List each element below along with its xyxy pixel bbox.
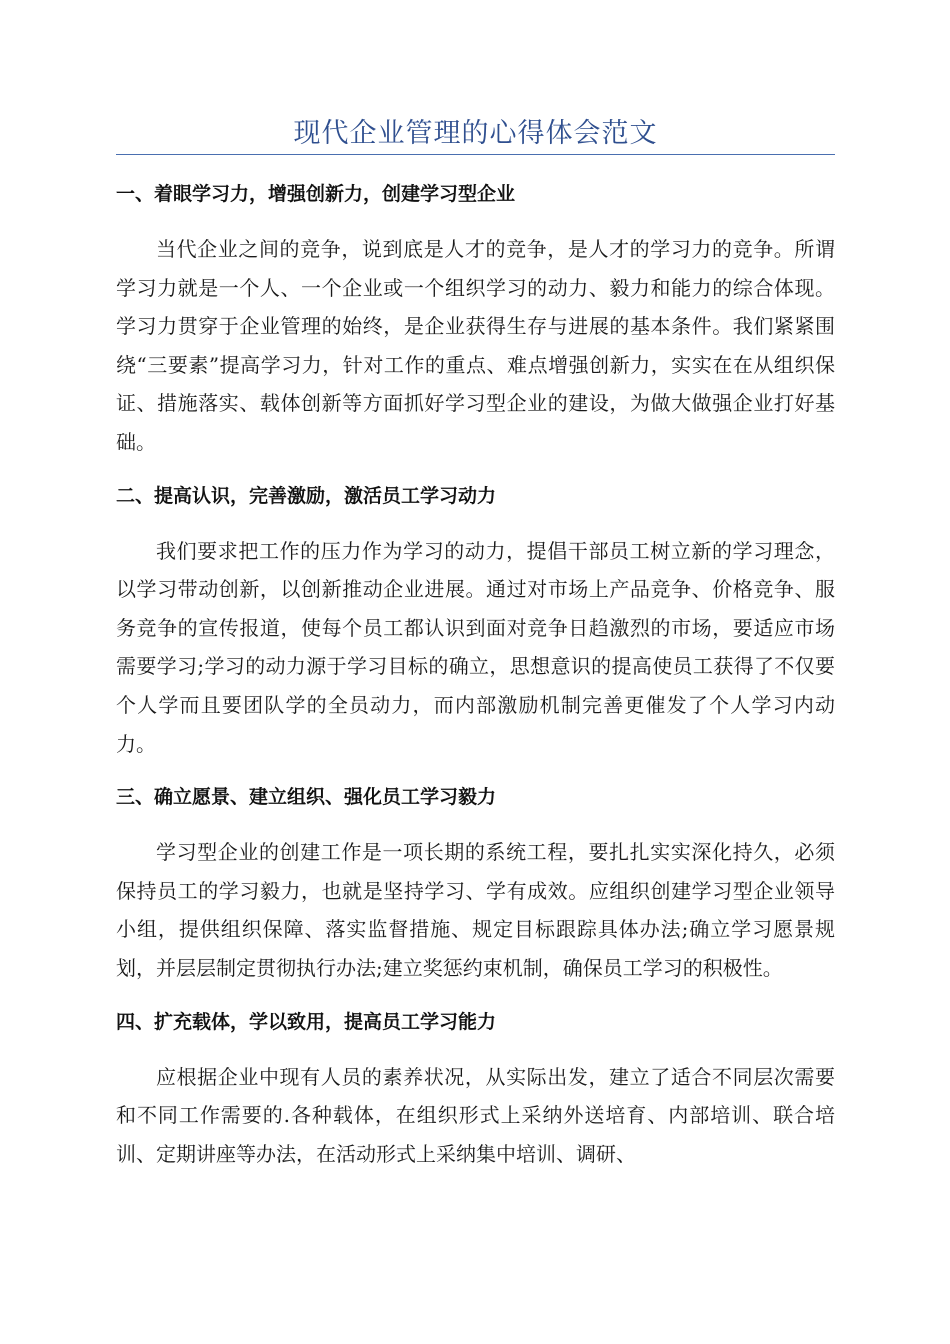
section-1-paragraph: 当代企业之间的竞争，说到底是人才的竞争，是人才的学习力的竞争。所谓学习力就是一个人、一个企业或一个组织学习的动力、毅力和能力的综合体现。学习力贯穿于企业管理的始终，是企业获得生存与进展的基本条件。我们紧紧围绕“三要素”提高学习力，针对工作的重点、难点增强创新力，实实在在从组织保证、措施落实、载体创新等方面抓好学习型企业的建设，为做大做强企业打好基础。 <box>116 237 835 454</box>
section-4-heading: 四、扩充载体，学以致用，提高员工学习能力 <box>116 1010 497 1033</box>
title-underline <box>116 154 835 155</box>
section-2-paragraph: 我们要求把工作的压力作为学习的动力，提倡干部员工树立新的学习理念，以学习带动创新，以创新推动企业进展。通过对市场上产品竞争、价格竞争、服务竞争的宣传报道，使每个员工都认识到面对竞争日趋激烈的市场，要适应市场需要学习;学习的动力源于学习目标的确立，思想意识的提高使员工获得了不仅要个人学而且要团队学的全员动力，而内部激励机制完善更催发了个人学习内动力。 <box>116 538 835 756</box>
document-body <box>116 180 835 1193</box>
section-3-heading: 三、确立愿景、建立组织、强化员工学习毅力 <box>116 786 497 809</box>
section-4-paragraph: 应根据企业中现有人员的素养状况，从实际出发，建立了适合不同层次需要和不同工作需要的.各种载体，在组织形式上采纳外送培育、内部培训、联合培训、定期讲座等办法，在活动形式上采纳集中培训、调研、 <box>116 1064 835 1166</box>
section-1-heading: 一、着眼学习力，增强创新力，创建学习型企业 <box>116 183 516 205</box>
document-title: 现代企业管理的心得体会范文 <box>293 118 658 149</box>
section-2-heading: 二、提高认识，完善激励，激活员工学习动力 <box>116 484 497 507</box>
section-3-paragraph: 学习型企业的创建工作是一项长期的系统工程，要扎扎实实深化持久，必须保持员工的学习毅力，也就是坚持学习、学有成效。应组织创建学习型企业领导小组，提供组织保障、落实监督措施、规定目标跟踪具体办法;确立学习愿景规划，并层层制定贯彻执行办法;建立奖惩约束机制，确保员工学习的积极性。 <box>116 840 835 980</box>
